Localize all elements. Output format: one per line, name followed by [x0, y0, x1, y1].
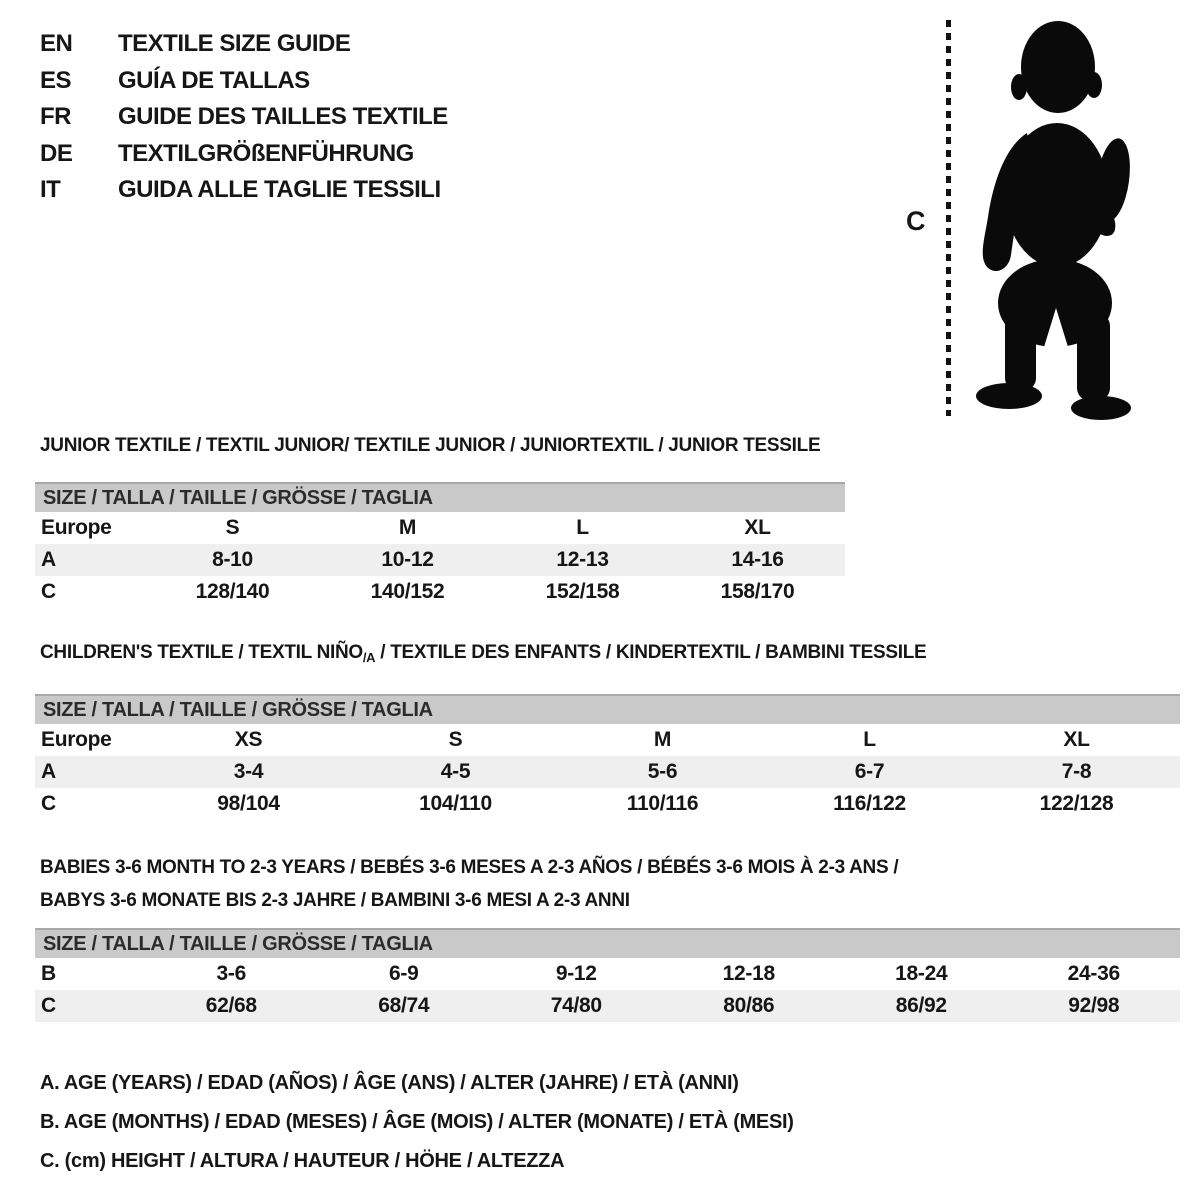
row-label-cell: A [41, 548, 56, 571]
children-title-suffix: / TEXTILE DES ENFANTS / KINDERTEXTIL / BAMBINI TESSILE [375, 642, 927, 663]
children-title-prefix: CHILDREN'S TEXTILE / TEXTIL NIÑO [40, 642, 363, 663]
section-junior-textile [35, 436, 845, 608]
value-cell: XL [1063, 728, 1090, 751]
row-label-cell: C [41, 994, 56, 1017]
babies-size-header-bar: SIZE / TALLA / TAILLE / GRÖSSE / TAGLIA [35, 928, 1180, 958]
value-cell: 152/158 [545, 580, 620, 603]
title-it: GUIDA ALLE TAGLIE TESSILI [118, 176, 441, 204]
row-label-cell: Europe [41, 516, 112, 539]
junior-size-header-bar: SIZE / TALLA / TAILLE / GRÖSSE / TAGLIA [35, 482, 845, 512]
value-cell: 98/104 [217, 792, 280, 815]
height-measure-dashed-line [946, 20, 951, 416]
table-row [35, 756, 1180, 788]
value-cell: 110/116 [626, 792, 699, 815]
value-cell: M [653, 728, 672, 751]
legend-height-cm: C. (cm) HEIGHT / ALTURA / HAUTEUR / HÖHE / ALTEZZA [40, 1150, 565, 1172]
section-childrens-textile [35, 643, 1180, 820]
value-cell: 3-6 [216, 962, 246, 985]
legend-age-years: A. AGE (YEARS) / EDAD (AÑOS) / ÂGE (ANS) / ALTER (JAHRE) / ETÀ (ANNI) [40, 1072, 739, 1094]
value-cell: 10-12 [381, 548, 434, 571]
title-row-it [40, 172, 448, 209]
value-cell: 18-24 [895, 962, 948, 985]
value-cell: L [863, 728, 876, 751]
value-cell: M [398, 516, 417, 539]
row-label-cell: Europe [41, 728, 112, 751]
junior-size-table [35, 512, 845, 608]
table-row [35, 724, 1180, 756]
value-cell: 74/80 [550, 994, 602, 1017]
value-cell: 4-5 [440, 760, 471, 783]
children-size-table [35, 724, 1180, 820]
babies-size-table [35, 958, 1180, 1022]
value-cell: 3-4 [233, 760, 264, 783]
value-cell: 128/140 [195, 580, 270, 603]
value-cell: 92/98 [1068, 994, 1120, 1017]
junior-section-title: JUNIOR TEXTILE / TEXTIL JUNIOR/ TEXTILE JUNIOR / JUNIORTEXTIL / JUNIOR TESSILE [40, 435, 821, 456]
value-cell: 86/92 [895, 994, 947, 1017]
value-cell: 158/170 [720, 580, 795, 603]
value-cell: 8-10 [212, 548, 253, 571]
title-de: TEXTILGRÖßENFÜHRUNG [118, 139, 414, 167]
table-row [35, 576, 845, 608]
value-cell: 68/74 [378, 994, 430, 1017]
value-cell: S [448, 728, 463, 751]
title-fr: GUIDE DES TAILLES TEXTILE [118, 103, 448, 131]
value-cell: L [576, 516, 589, 539]
value-cell: 14-16 [731, 548, 784, 571]
title-en: TEXTILE SIZE GUIDE [118, 30, 351, 58]
value-cell: 12-13 [556, 548, 609, 571]
measurement-legend [40, 1064, 794, 1181]
value-cell: 122/128 [1039, 792, 1114, 815]
table-row [35, 512, 845, 544]
value-cell: 62/68 [205, 994, 257, 1017]
value-cell: 12-18 [722, 962, 775, 985]
babies-section-title-line1: BABIES 3-6 MONTH TO 2-3 YEARS / BEBÉS 3-6 MESES A 2-3 AÑOS / BÉBÉS 3-6 MOIS À 2-3 ANS / [40, 857, 899, 878]
lang-code-de: DE [40, 139, 73, 167]
row-label-cell: C [41, 792, 56, 815]
value-cell: 6-7 [854, 760, 885, 783]
value-cell: 7-8 [1061, 760, 1092, 783]
title-row-de [40, 136, 448, 173]
table-row [35, 788, 1180, 820]
children-size-header-bar: SIZE / TALLA / TAILLE / GRÖSSE / TAGLIA [35, 694, 1180, 724]
value-cell: XL [744, 516, 771, 539]
lang-code-it: IT [40, 176, 61, 204]
language-title-block [40, 26, 448, 209]
value-cell: S [225, 516, 240, 539]
value-cell: 116/122 [833, 792, 906, 815]
title-row-es [40, 63, 448, 100]
table-row [35, 990, 1180, 1022]
height-measure-label: C [906, 206, 926, 236]
children-title-subscript: /A [362, 650, 376, 665]
row-label-cell: A [41, 760, 56, 783]
lang-code-fr: FR [40, 103, 71, 131]
value-cell: 5-6 [647, 760, 678, 783]
value-cell: XS [234, 728, 263, 751]
row-label-cell: B [41, 962, 56, 985]
table-row [35, 544, 845, 576]
lang-code-en: EN [40, 30, 73, 58]
title-es: GUÍA DE TALLAS [118, 66, 310, 94]
value-cell: 140/152 [370, 580, 445, 603]
value-cell: 6-9 [389, 962, 419, 985]
babies-section-title-line2: BABYS 3-6 MONATE BIS 2-3 JAHRE / BAMBINI 3-6 MESI A 2-3 ANNI [40, 890, 630, 911]
title-row-fr [40, 99, 448, 136]
value-cell: 9-12 [555, 962, 597, 985]
value-cell: 104/110 [419, 792, 492, 815]
toddler-silhouette-icon [965, 15, 1140, 423]
row-label-cell: C [41, 580, 56, 603]
table-row [35, 958, 1180, 990]
value-cell: 24-36 [1067, 962, 1120, 985]
children-section-title [40, 643, 1180, 668]
lang-code-es: ES [40, 66, 72, 94]
title-row-en [40, 26, 448, 63]
legend-age-months: B. AGE (MONTHS) / EDAD (MESES) / ÂGE (MOIS) / ALTER (MONATE) / ETÀ (MESI) [40, 1111, 794, 1133]
section-babies-textile [35, 851, 1180, 1022]
value-cell: 80/86 [723, 994, 775, 1017]
